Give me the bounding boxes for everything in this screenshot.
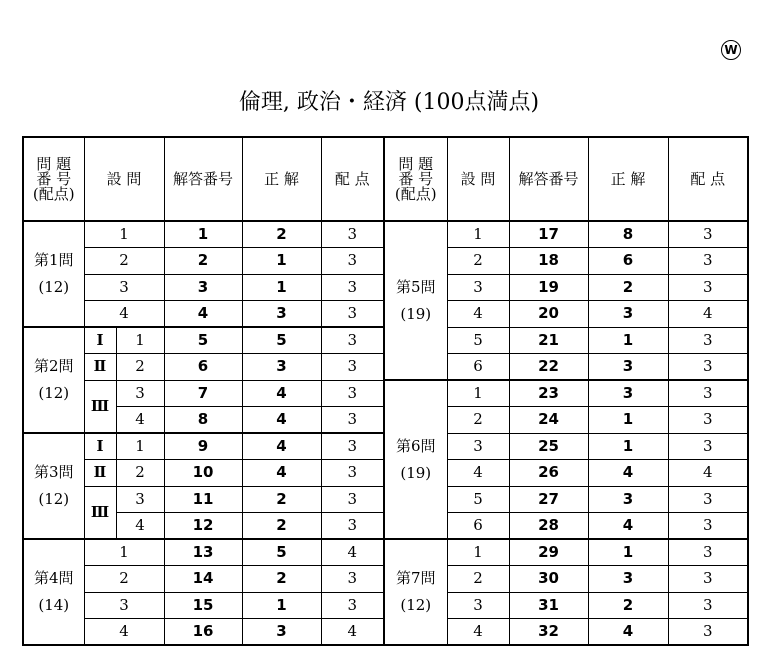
- points: 4: [321, 539, 384, 566]
- answer-number: 31: [509, 592, 588, 619]
- sub-question-number: 4: [84, 301, 164, 328]
- points: 3: [668, 274, 748, 301]
- correct-answer: 2: [242, 566, 321, 593]
- question-label-cell: [23, 221, 84, 327]
- question-label: 第2問: [33, 357, 74, 375]
- points: 3: [668, 513, 748, 540]
- points: 4: [321, 619, 384, 646]
- question-points: (14): [38, 596, 70, 614]
- question-points: (12): [38, 490, 70, 508]
- answer-number: 15: [164, 592, 242, 619]
- question-label-cell: [384, 539, 447, 645]
- answer-number: 24: [509, 407, 588, 434]
- correct-answer: 3: [588, 486, 668, 513]
- header-correct-answer-right: 正 解: [588, 137, 668, 221]
- question-label-cell: [23, 539, 84, 645]
- header-points: 配 点: [321, 137, 384, 221]
- question-label-cell: [23, 433, 84, 539]
- header-answer-number-right: 解答番号: [509, 137, 588, 221]
- sub-question-number: 2: [447, 248, 509, 275]
- correct-answer: 1: [588, 327, 668, 354]
- answer-number: 8: [164, 407, 242, 434]
- points: 3: [321, 566, 384, 593]
- sub-question-number: 3: [116, 380, 164, 407]
- answer-number: 3: [164, 274, 242, 301]
- correct-answer: 4: [242, 380, 321, 407]
- correct-answer: 1: [242, 592, 321, 619]
- answer-number: 25: [509, 433, 588, 460]
- answer-number: 30: [509, 566, 588, 593]
- roman-section: Ⅲ: [84, 486, 116, 539]
- sub-question-number: 3: [447, 274, 509, 301]
- sub-question-number: 1: [116, 433, 164, 460]
- roman-section: Ⅰ: [84, 433, 116, 460]
- page-title: 倫理, 政治・経済 (100点満点): [238, 90, 540, 115]
- roman-section: Ⅰ: [84, 327, 116, 354]
- sub-question-number: 6: [447, 354, 509, 381]
- answer-number: 28: [509, 513, 588, 540]
- correct-answer: 2: [588, 274, 668, 301]
- points: 3: [321, 301, 384, 328]
- correct-answer: 3: [588, 354, 668, 381]
- sub-question-number: 2: [447, 407, 509, 434]
- answer-number: 11: [164, 486, 242, 513]
- header-row: [23, 137, 748, 221]
- sub-question-number: 4: [116, 407, 164, 434]
- sub-question-number: 3: [84, 592, 164, 619]
- correct-answer: 1: [588, 539, 668, 566]
- answer-number: 23: [509, 380, 588, 407]
- points: 3: [668, 566, 748, 593]
- sub-question-number: 2: [116, 354, 164, 381]
- points: 3: [321, 486, 384, 513]
- sub-question-number: 4: [447, 619, 509, 646]
- question-label: 第5問: [395, 277, 436, 296]
- sub-question-number: 3: [116, 486, 164, 513]
- answer-number: 5: [164, 327, 242, 354]
- correct-answer: 2: [242, 486, 321, 513]
- question-label-cell: [384, 221, 447, 380]
- points: 3: [668, 248, 748, 275]
- points: 3: [668, 327, 748, 354]
- correct-answer: 4: [242, 460, 321, 487]
- sub-question-number: 1: [84, 539, 164, 566]
- sub-question-number: 2: [84, 248, 164, 275]
- sub-question-number: 2: [116, 460, 164, 487]
- header-points-right: 配 点: [668, 137, 748, 221]
- correct-answer: 4: [588, 619, 668, 646]
- answer-number: 29: [509, 539, 588, 566]
- correct-answer: 5: [242, 327, 321, 354]
- question-points: (12): [38, 278, 70, 296]
- answer-number: 16: [164, 619, 242, 646]
- question-points: (12): [400, 596, 432, 614]
- correct-answer: 2: [242, 513, 321, 540]
- header-setsumon-right: 設 問: [447, 137, 509, 221]
- question-label: 第6問: [395, 436, 436, 455]
- answer-number: 10: [164, 460, 242, 487]
- table-row: [23, 380, 748, 407]
- answer-number: 27: [509, 486, 588, 513]
- sub-question-number: 1: [447, 221, 509, 248]
- sub-question-number: 1: [116, 327, 164, 354]
- points: 3: [668, 380, 748, 407]
- points: 3: [321, 274, 384, 301]
- sub-question-number: 3: [84, 274, 164, 301]
- answer-number: 12: [164, 513, 242, 540]
- question-label: 第1問: [33, 251, 74, 269]
- answer-number: 6: [164, 354, 242, 381]
- answer-key-table: [22, 136, 749, 646]
- points: 4: [668, 460, 748, 487]
- answer-number: 32: [509, 619, 588, 646]
- points: 3: [321, 327, 384, 354]
- correct-answer: 3: [242, 354, 321, 381]
- points: 3: [668, 221, 748, 248]
- points: 3: [321, 354, 384, 381]
- sub-question-number: 4: [84, 619, 164, 646]
- sub-question-number: 3: [447, 592, 509, 619]
- correct-answer: 4: [588, 460, 668, 487]
- sub-question-number: 2: [84, 566, 164, 593]
- points: 3: [668, 407, 748, 434]
- answer-number: 1: [164, 221, 242, 248]
- header-correct-answer: 正 解: [242, 137, 321, 221]
- circled-w-mark: W: [721, 40, 741, 60]
- sub-question-number: 1: [447, 539, 509, 566]
- correct-answer: 1: [588, 433, 668, 460]
- table-row: [23, 221, 748, 248]
- points: 3: [668, 592, 748, 619]
- question-points: (19): [400, 304, 432, 323]
- question-label-cell: [384, 380, 447, 539]
- header-question-number: 問 題 番 号 (配点): [23, 137, 84, 221]
- points: 3: [321, 248, 384, 275]
- points: 3: [321, 513, 384, 540]
- answer-number: 4: [164, 301, 242, 328]
- correct-answer: 4: [588, 513, 668, 540]
- points: 3: [321, 433, 384, 460]
- answer-number: 17: [509, 221, 588, 248]
- roman-section: Ⅱ: [84, 354, 116, 381]
- correct-answer: 3: [588, 566, 668, 593]
- correct-answer: 6: [588, 248, 668, 275]
- correct-answer: 2: [242, 221, 321, 248]
- question-label: 第4問: [33, 569, 74, 587]
- question-points: (19): [400, 463, 432, 482]
- correct-answer: 3: [242, 619, 321, 646]
- points: 3: [668, 354, 748, 381]
- sub-question-number: 5: [447, 327, 509, 354]
- points: 3: [668, 433, 748, 460]
- correct-answer: 3: [242, 301, 321, 328]
- question-label: 第7問: [395, 569, 436, 587]
- sub-question-number: 4: [447, 301, 509, 328]
- roman-section: Ⅱ: [84, 460, 116, 487]
- header-setsumon: 設 問: [84, 137, 164, 221]
- answer-number: 9: [164, 433, 242, 460]
- sub-question-number: 1: [84, 221, 164, 248]
- header-question-number-right: 問 題 番 号 (配点): [384, 137, 447, 221]
- sub-question-number: 2: [447, 566, 509, 593]
- answer-number: 20: [509, 301, 588, 328]
- correct-answer: 4: [242, 407, 321, 434]
- answer-number: 18: [509, 248, 588, 275]
- sub-question-number: 4: [116, 513, 164, 540]
- points: 3: [668, 619, 748, 646]
- sub-question-number: 4: [447, 460, 509, 487]
- correct-answer: 1: [242, 248, 321, 275]
- points: 3: [321, 380, 384, 407]
- points: 3: [668, 539, 748, 566]
- answer-number: 13: [164, 539, 242, 566]
- answer-number: 26: [509, 460, 588, 487]
- points: 3: [321, 460, 384, 487]
- correct-answer: 2: [588, 592, 668, 619]
- correct-answer: 5: [242, 539, 321, 566]
- answer-number: 2: [164, 248, 242, 275]
- points: 3: [668, 486, 748, 513]
- roman-section: Ⅲ: [84, 380, 116, 433]
- question-label-cell: [23, 327, 84, 433]
- answer-number: 22: [509, 354, 588, 381]
- correct-answer: 3: [588, 301, 668, 328]
- sub-question-number: 5: [447, 486, 509, 513]
- correct-answer: 4: [242, 433, 321, 460]
- question-label: 第3問: [33, 463, 74, 481]
- question-points: (12): [38, 384, 70, 402]
- points: 3: [321, 407, 384, 434]
- points: 3: [321, 221, 384, 248]
- answer-number: 7: [164, 380, 242, 407]
- correct-answer: 3: [588, 380, 668, 407]
- answer-number: 21: [509, 327, 588, 354]
- sub-question-number: 6: [447, 513, 509, 540]
- correct-answer: 1: [242, 274, 321, 301]
- answer-number: 19: [509, 274, 588, 301]
- table-row: [23, 539, 748, 566]
- points: 4: [668, 301, 748, 328]
- correct-answer: 8: [588, 221, 668, 248]
- points: 3: [321, 592, 384, 619]
- answer-number: 14: [164, 566, 242, 593]
- header-answer-number: 解答番号: [164, 137, 242, 221]
- correct-answer: 1: [588, 407, 668, 434]
- sub-question-number: 1: [447, 380, 509, 407]
- sub-question-number: 3: [447, 433, 509, 460]
